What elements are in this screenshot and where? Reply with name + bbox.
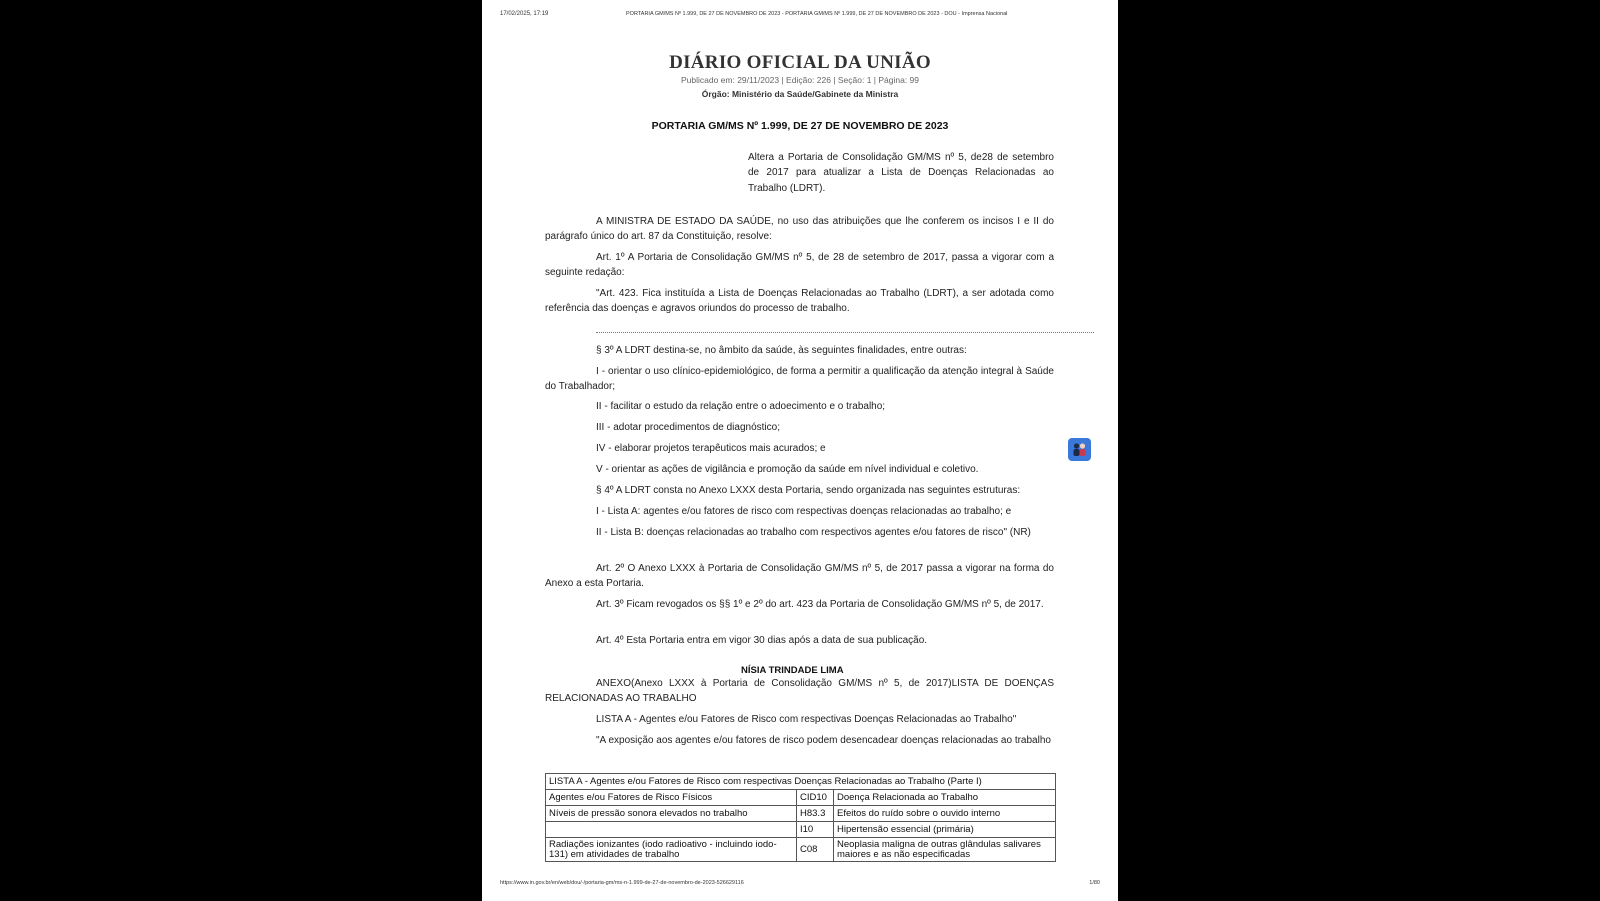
ementa: Altera a Portaria de Consolidação GM/MS nº 5, de28 de setembro de 2017 para atualizar a Lista de Doenças Relacionadas ao Trabalho (LDRT). (748, 152, 1054, 194)
paragraph: III - adotar procedimentos de diagnóstico; (596, 422, 780, 433)
signature: NÍSIA TRINDADE LIMA (741, 665, 844, 676)
table-header-cell: Doença Relacionada ao Trabalho (834, 790, 1056, 806)
footer-url: https://www.in.gov.br/en/web/dou/-/portaria-gm/ms-n-1.999-de-27-de-novembro-de-2023-526629116 (500, 880, 744, 886)
table-row (546, 822, 1056, 838)
document-body (545, 0, 1054, 901)
print-header-title: PORTARIA GM/MS Nº 1.999, DE 27 DE NOVEMBRO DE 2023 - PORTARIA GM/MS Nº 1.999, DE 27 DE NOVEMBRO DE 2023 - DOU - Imprensa Nacional (626, 11, 1008, 17)
masthead-title: DIÁRIO OFICIAL DA UNIÃO (669, 52, 931, 73)
table-cell: I10 (797, 822, 834, 838)
paragraph: II - Lista B: doenças relacionadas ao trabalho com respectivos agentes e/ou fatores de risco" (NR) (596, 527, 1031, 538)
assistant-avatar-button[interactable] (1068, 438, 1091, 461)
table-cell: Efeitos do ruído sobre o ouvido interno (834, 806, 1056, 822)
table-cell: C08 (797, 838, 834, 862)
table-row (546, 838, 1056, 862)
paragraph: I - Lista A: agentes e/ou fatores de risco com respectivas doenças relacionadas ao trabalho; e (596, 506, 1012, 517)
paragraph: "Art. 423. Fica instituída a Lista de Doenças Relacionadas ao Trabalho (LDRT), a ser adotada como referência das doenças e agravos oriundos do processo de trabalho. (545, 288, 1054, 315)
paragraph: Art. 2º O Anexo LXXX à Portaria de Consolidação GM/MS nº 5, de 2017 passa a vigorar na forma do Anexo a esta Portaria. (545, 563, 1054, 590)
table-cell: H83.3 (797, 806, 834, 822)
document-page (482, 0, 1118, 901)
table-header-row (546, 790, 1056, 806)
table-cell (546, 822, 797, 838)
paragraph: A MINISTRA DE ESTADO DA SAÚDE, no uso das atribuições que lhe conferem os incisos I e II do parágrafo único do art. 87 da Constituição, resolve: (545, 216, 1054, 243)
publication-info: Publicado em: 29/11/2023 | Edição: 226 | Seção: 1 | Página: 99 (680, 75, 920, 85)
table-header-cell: Agentes e/ou Fatores de Risco Físicos (546, 790, 797, 806)
paragraph: I - orientar o uso clínico-epidemiológico, de forma a permitir a qualificação da atenção integral à Saúde do Trabalhador; (545, 366, 1054, 393)
page-number: 1/80 (1089, 880, 1100, 886)
table-cell: Hipertensão essencial (primária) (834, 822, 1056, 838)
paragraph: II - facilitar o estudo da relação entre o adoecimento e o trabalho; (596, 401, 886, 412)
paragraph: Art. 4º Esta Portaria entra em vigor 30 dias após a data de sua publicação. (596, 635, 928, 646)
annex-paragraph: LISTA A - Agentes e/ou Fatores de Risco com respectivas Doenças Relacionadas ao Trabalho" (596, 714, 1017, 725)
table-header-cell: CID10 (797, 790, 834, 806)
paragraph: Art. 1º A Portaria de Consolidação GM/MS nº 5, de 28 de setembro de 2017, passa a vigorar com a seguinte redação: (545, 252, 1054, 279)
table-cell: Neoplasia maligna de outras glândulas salivares maiores e as não especificadas (834, 838, 1056, 862)
lista-a-table (545, 773, 1056, 862)
paragraph: IV - elaborar projetos terapêuticos mais acurados; e (596, 443, 826, 454)
paragraph: § 3º A LDRT destina-se, no âmbito da saúde, às seguintes finalidades, entre outras: (596, 345, 967, 356)
print-timestamp: 17/02/2025, 17:19 (500, 11, 549, 17)
table-caption-row (546, 774, 1056, 790)
paragraph: § 4º A LDRT consta no Anexo LXXX desta Portaria, sendo organizada nas seguintes estruturas: (596, 485, 1021, 496)
table-caption: LISTA A - Agentes e/ou Fatores de Risco com respectivas Doenças Relacionadas ao Trabalho (Parte I) (546, 774, 1056, 790)
orgao-info: Órgão: Ministério da Saúde/Gabinete da Ministra (701, 89, 899, 99)
paragraph: V - orientar as ações de vigilância e promoção da saúde em nível individual e coletivo. (596, 464, 979, 475)
annex-paragraph: ANEXO(Anexo LXXX à Portaria de Consolidação GM/MS nº 5, de 2017)LISTA DE DOENÇAS RELACIONADAS AO TRABALHO (545, 678, 1054, 705)
people-icon (1071, 441, 1088, 458)
dotted-separator (596, 332, 1094, 333)
paragraph: Art. 3º Ficam revogados os §§ 1º e 2º do art. 423 da Portaria de Consolidação GM/MS nº 5, de 2017. (596, 599, 1044, 610)
annex-paragraph: "A exposição aos agentes e/ou fatores de risco podem desencadear doenças relacionadas ao trabalho (596, 735, 1051, 746)
portaria-title: PORTARIA GM/MS Nº 1.999, DE 27 DE NOVEMBRO DE 2023 (651, 120, 949, 132)
table-cell: Radiações ionizantes (iodo radioativo - incluindo iodo-131) em atividades de trabalho (546, 838, 797, 862)
table-cell: Níveis de pressão sonora elevados no trabalho (546, 806, 797, 822)
table-row (546, 806, 1056, 822)
